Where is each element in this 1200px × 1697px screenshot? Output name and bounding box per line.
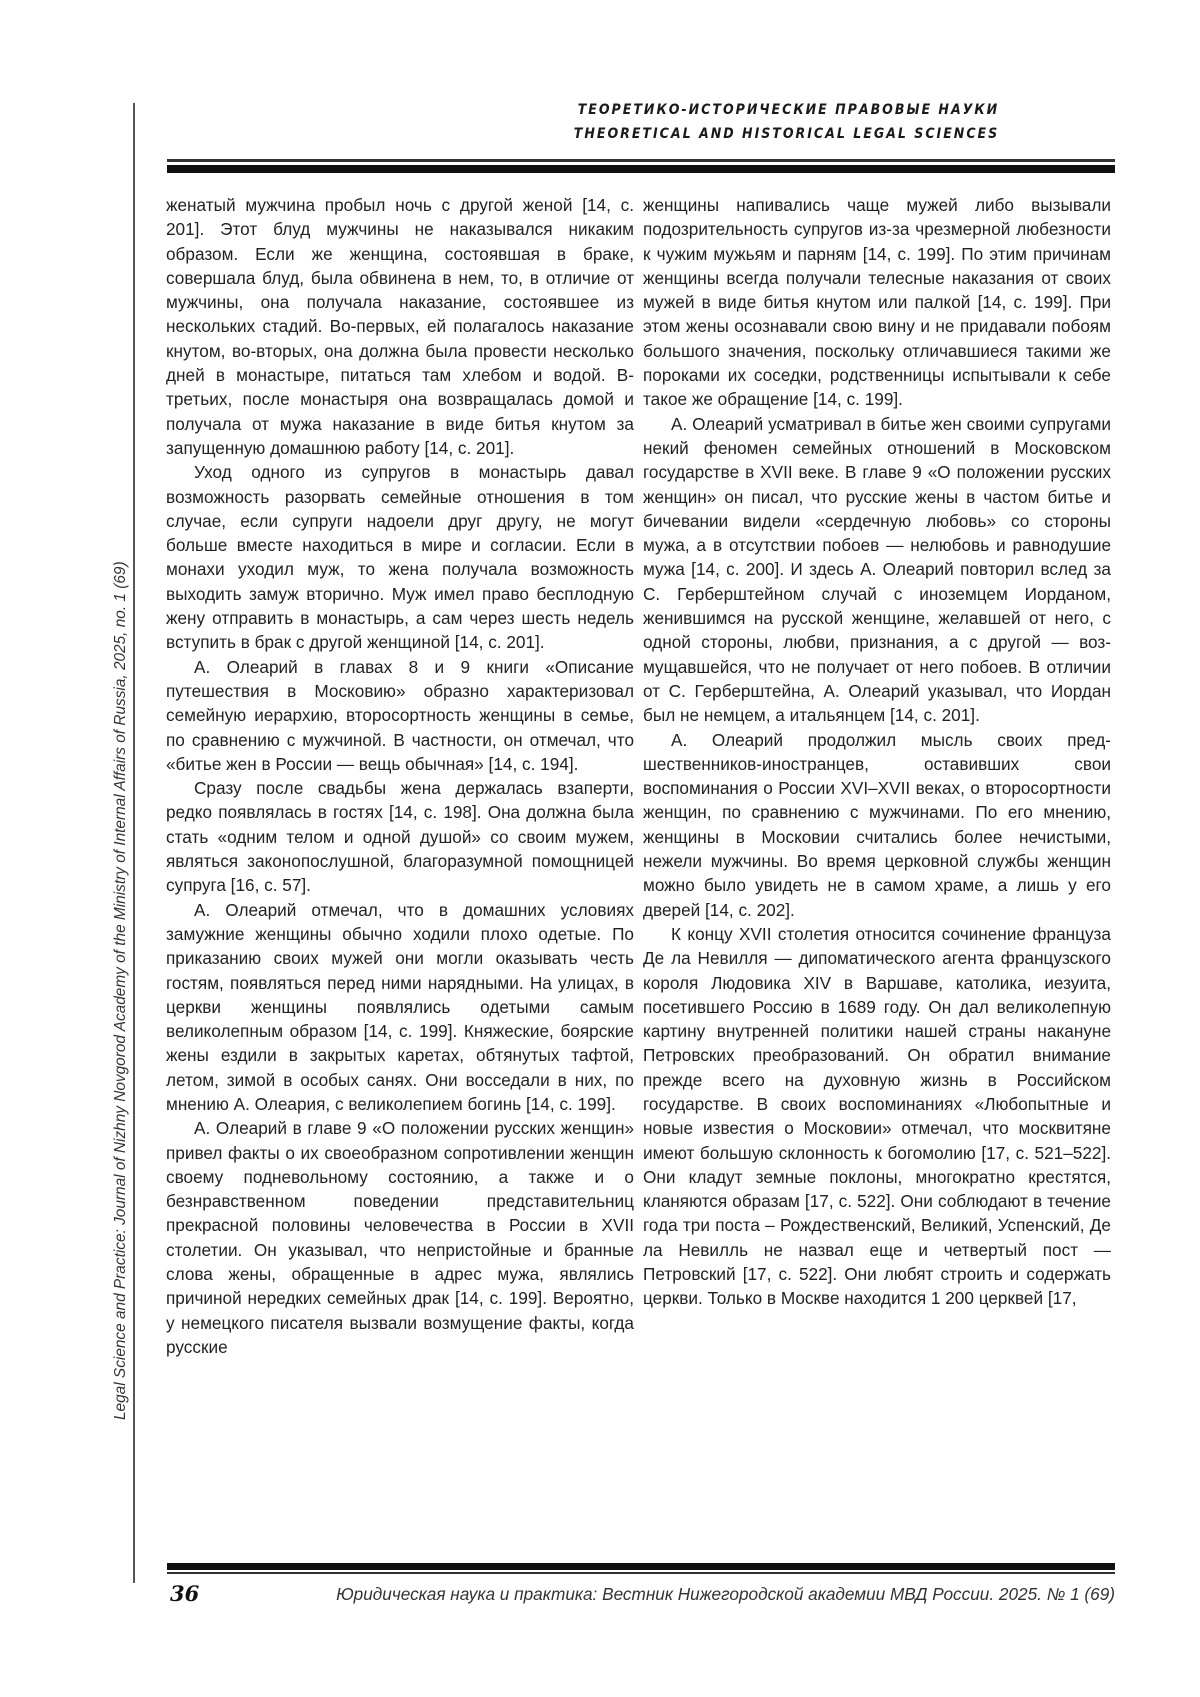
page-footer: [170, 1581, 1115, 1611]
header-rule: [167, 159, 1115, 173]
section-title-en: THEORETICAL AND HISTORICAL LEGAL SCIENCES: [573, 126, 1000, 142]
paragraph: Сразу после свадьбы жена держалась взаперти, редко появлялась в гостях [14, с. 198]. Она должна была стать «одним телом и одной душой» со своим мужем, являться законопослушной, благоразумной помощницей супруга [16, с. 57].: [166, 778, 634, 896]
paragraph: К концу XVII столетия относится сочинение француза Де ла Невилля — дипоматического агента французского короля Людовика XIV в Варшаве, католика, иезуита, посетившего Россию в 1689 году. Он дал великолепную картину внутренней политики нашей страны накануне Петровских преобразований. Он обратил внимание прежде всего на духовную жизнь в Российском государстве. В своих воспоминаниях «Любопытные и новые известия о Московии» отмечал, что москвитяне имеют большую склонность к богомолию [17, с. 521–522]. Они кладут земные поклоны, многократно крестятся, кланяются образам [17, с. 522]. Они соблюдают в течение года три поста – Рождественский, Великий, Успенский, Де ла Невилль не назвал еще и четвертый пост — Петровский [17, с. 522]. Они любят строить и содержать церкви. Только в Москве находится 1 200 церквей [17,: [643, 923, 1111, 1309]
paragraph: А. Олеарий усматривал в битье жен своими супругами некий феномен семейных отношений в Московском государстве в XVII веке. В главе 9 «О положении русских женщин» он писал, что русские жены в частом битье и бичевании видели «сердечную любовь» со стороны мужа, а в отсутствии побоев — нелюбовь и равнодушие мужа [14, с. 200]. И здесь А. Олеарий повторил вслед за С. Герберштейном случай с иноземцем Иорданом, женившимся на русской женщине, желавшей от него, с одной стороны, любви, признания, а с другой — возмущавшейся, что не получает от него побоев. В отличии от С. Герберштейна, А. Олеарий указывал, что Иордан был не немцем, а итальянцем [14, с. 201].: [643, 413, 1111, 726]
paragraph: Уход одного из супругов в монастырь давал возможность разорвать семейные отношения в том случае, если супруги надоели друг другу, не могут больше вместе находиться в мире и согласии. Если в монахи уходил муж, то жена получала возможность выходить замуж вторично. Муж имел право бесплодную жену отправить в монастырь, а сам через шесть недель вступить в брак с другой женщиной [14, с. 201].: [166, 462, 634, 653]
footer-journal-title: Юридическая наука и практика: Вестник Нижегородской академии МВД России. 2025. № 1 (69): [336, 1584, 1115, 1604]
page-number: 36: [170, 1581, 200, 1606]
spine-journal-title: Legal Science and Practice: Journal of Nizhny Novgorod Academy of the Ministry of Internal Affairs of Russia, 2025, no. 1 (69): [112, 561, 129, 1420]
spine-rule: [133, 103, 135, 1583]
running-header: [160, 98, 1100, 146]
paragraph: А. Олеарий в главах 8 и 9 книги «Описание путешествия в Московию» образно характеризовал семейную иерархию, второсортность женщины в семье, по сравнению с мужчиной. В частности, он отмечал, что «битье жен в России — вещь обычная» [14, с. 194].: [166, 656, 634, 774]
paragraph: А. Олеарий отмечал, что в домашних условиях замужние женщины обычно ходили плохо одетые. По приказанию своих мужей они могли оказывать честь гостям, появляться перед ними нарядными. На улицах, в церкви женщины появлялись одетыми самым великолепным образом [14, с. 199]. Княжеские, боярские жены ездили в закрытых каретах, обтянутых тафтой, летом, зимой в особых санях. Они восседали в них, по мнению А. Олеария, с великолепием богинь [14, с. 199].: [166, 899, 634, 1114]
footer-rule: [167, 1563, 1115, 1574]
section-title-ru: ТЕОРЕТИКО-ИСТОРИЧЕСКИЕ ПРАВОВЫЕ НАУКИ: [577, 102, 1000, 118]
right-column: [643, 193, 1111, 1311]
left-column: [166, 193, 634, 1359]
paragraph: А. Олеарий продолжил мысль своих предшественников-иностранцев, оставивших свои воспоминания о России XVI–XVII веках, о второсортности женщин, по сравнению с мужчинами. По его мнению, женщины в Московии считались более нечистыми, нежели мужчины. Во время церковной службы женщин можно было увидеть не в самом храме, а лишь у его дверей [14, с. 202].: [643, 729, 1111, 920]
paragraph: А. Олеарий в главе 9 «О положении русских женщин» привел факты о их своеобразном сопротивлении женщин своему подневольному состоянию, а также и о безнравственном поведении представительниц прекрасной половины человечества в России в XVII столетии. Он указывал, что непристойные и бранные слова жены, обращенные в адрес мужа, являлись причиной нередких семейных драк [14, с. 199]. Вероятно, у немецкого писателя вызвали возмущение факты, когда русские: [166, 1118, 634, 1357]
paragraph: женщины напивались чаще мужей либо вызывали подозрительность супругов из-за чрезмерной любезности к чужим мужьям и парням [14, с. 199]. По этим причинам женщины всегда получали телесные наказания от своих мужей в виде битья кнутом или палкой [14, с. 199]. При этом жены осознавали свою вину и не придавали побоям большого значения, поскольку отличавшиеся такими же пороками их соседки, родственницы испытывали к себе такое же обращение [14, с. 199].: [643, 195, 1111, 410]
paragraph: женатый мужчина пробыл ночь с другой женой [14, с. 201]. Этот блуд мужчины не наказывался никаким образом. Если же женщина, состоявшая в браке, совершала блуд, была обвинена в нем, то, в отличие от мужчины, она получала наказание, состоявшее из нескольких стадий. Во-первых, ей полагалось наказание кнутом, во-вторых, она должна была провести несколько дней в монастыре, питаться там хлебом и водой. В-третьих, после монастыря она возвращалась домой и получала от мужа наказание в виде битья кнутом за запущенную домашнюю работу [14, с. 201].: [166, 195, 634, 458]
